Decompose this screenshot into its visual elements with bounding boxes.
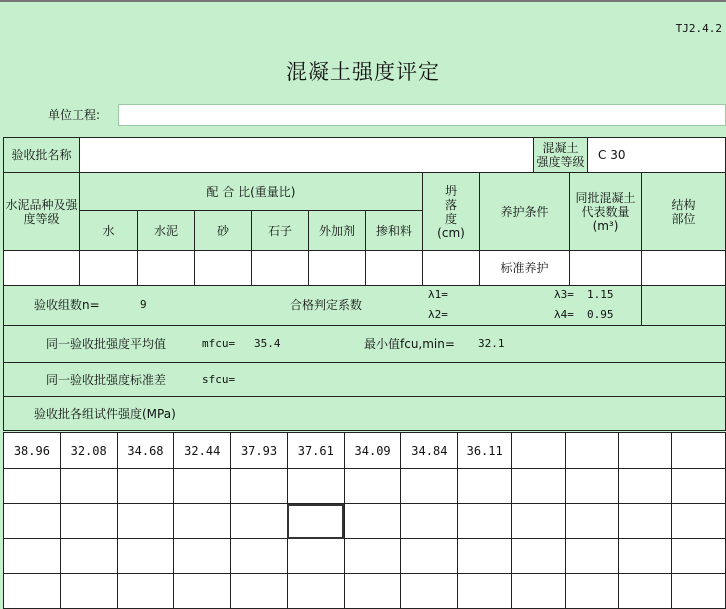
- strength-row: [4, 469, 726, 504]
- strength-cell[interactable]: [565, 504, 618, 539]
- mean-label: 同一验收批强度平均值: [46, 337, 167, 351]
- groups-value: 9: [140, 298, 147, 311]
- mix-cement-cell[interactable]: [138, 251, 195, 286]
- batch-name-field[interactable]: [80, 138, 534, 173]
- strength-cell[interactable]: [565, 469, 618, 504]
- strength-cell[interactable]: [174, 574, 231, 609]
- strength-cell[interactable]: [618, 433, 671, 469]
- top-border: [0, 0, 726, 2]
- mix-sand-cell[interactable]: [195, 251, 252, 286]
- strength-cell[interactable]: [401, 539, 458, 574]
- lambda3-value: 1.15: [587, 288, 614, 301]
- grade-field[interactable]: C 30: [588, 138, 726, 173]
- strength-cell[interactable]: 37.61: [287, 433, 344, 469]
- strength-cell[interactable]: [458, 539, 512, 574]
- strength-cell[interactable]: [231, 574, 288, 609]
- strength-cell[interactable]: [672, 433, 726, 469]
- mfcu-label: mfcu=: [202, 337, 236, 350]
- strength-cell[interactable]: 37.93: [231, 433, 288, 469]
- strength-cell[interactable]: [344, 504, 401, 539]
- strength-row: [4, 504, 726, 539]
- strength-cell[interactable]: [458, 574, 512, 609]
- std-row: [4, 363, 726, 397]
- strength-cell[interactable]: 34.84: [401, 433, 458, 469]
- volume-header: 同批混凝土 代表数量 (m³): [570, 173, 642, 251]
- strength-cell[interactable]: [618, 539, 671, 574]
- curing-cell[interactable]: 标准养护: [480, 251, 570, 286]
- structure-header: 结构部位: [642, 173, 726, 251]
- slump-header: 坍落度 (cm): [423, 173, 480, 251]
- strength-cell[interactable]: [618, 469, 671, 504]
- strength-cell[interactable]: [231, 539, 288, 574]
- strength-cell[interactable]: [60, 504, 117, 539]
- mix-col-water: 水: [80, 211, 138, 251]
- unit-project-label: 单位工程:: [48, 108, 101, 122]
- batch-name-label: 验收批名称: [4, 138, 80, 173]
- strength-cell[interactable]: [60, 469, 117, 504]
- strength-cell[interactable]: 32.44: [174, 433, 231, 469]
- mix-col-sand: 砂: [195, 211, 252, 251]
- strength-cell[interactable]: [672, 539, 726, 574]
- cement-type-header: 水泥品种及强度等级: [4, 173, 80, 251]
- mix-col-stone: 石子: [252, 211, 309, 251]
- unit-project-field[interactable]: [118, 104, 726, 126]
- strength-cell[interactable]: [4, 574, 61, 609]
- strength-title: 验收批各组试件强度(MPa): [4, 397, 726, 431]
- document-code: TJ2.4.2: [675, 22, 722, 35]
- strength-cell[interactable]: [344, 574, 401, 609]
- mix-admixture-cell[interactable]: [309, 251, 366, 286]
- structure-cell[interactable]: [642, 251, 726, 286]
- strength-cell[interactable]: [618, 574, 671, 609]
- strength-cell[interactable]: 34.09: [344, 433, 401, 469]
- mix-col-cement: 水泥: [138, 211, 195, 251]
- strength-cell[interactable]: [287, 469, 344, 504]
- strength-cell[interactable]: [401, 574, 458, 609]
- strength-cell[interactable]: [231, 504, 288, 539]
- coefficients-extra: [642, 286, 726, 326]
- lambda4-label: λ4=: [554, 308, 574, 321]
- coefficients-row: [4, 286, 642, 326]
- strength-cell[interactable]: [117, 469, 174, 504]
- strength-cell[interactable]: [458, 504, 512, 539]
- strength-cell[interactable]: [401, 469, 458, 504]
- mix-water-cell[interactable]: [80, 251, 138, 286]
- strength-row: [4, 574, 726, 609]
- min-label: 最小值fcu,min=: [364, 337, 455, 351]
- strength-cell[interactable]: [672, 469, 726, 504]
- strength-cell[interactable]: 32.08: [60, 433, 117, 469]
- volume-cell[interactable]: [570, 251, 642, 286]
- mix-stone-cell[interactable]: [252, 251, 309, 286]
- mix-ratio-header: 配 合 比(重量比): [80, 173, 423, 211]
- strength-cell[interactable]: 36.11: [458, 433, 512, 469]
- min-value: 32.1: [478, 337, 505, 350]
- strength-cell[interactable]: [117, 504, 174, 539]
- sfcu-label: sfcu=: [202, 373, 236, 386]
- strength-cell[interactable]: [344, 539, 401, 574]
- strength-cell[interactable]: [287, 574, 344, 609]
- cement-type-cell[interactable]: [4, 251, 80, 286]
- mean-row: [4, 326, 726, 363]
- strength-cell[interactable]: 34.68: [117, 433, 174, 469]
- strength-cell[interactable]: [672, 504, 726, 539]
- coefficient-label: 合格判定系数: [290, 298, 363, 312]
- lambda4-value: 0.95: [587, 308, 614, 321]
- mix-addition-cell[interactable]: [366, 251, 423, 286]
- lambda2-label: λ2=: [428, 308, 448, 321]
- strength-cell[interactable]: [565, 433, 618, 469]
- lambda1-label: λ1=: [428, 288, 448, 301]
- strength-cell[interactable]: [565, 574, 618, 609]
- mix-col-addition: 掺和料: [366, 211, 423, 251]
- strength-cell[interactable]: [512, 504, 565, 539]
- strength-cell[interactable]: [512, 539, 565, 574]
- strength-cell[interactable]: [117, 574, 174, 609]
- strength-cell[interactable]: [4, 504, 61, 539]
- strength-cell[interactable]: [672, 574, 726, 609]
- evaluation-table: [3, 137, 726, 431]
- std-label: 同一验收批强度标准差: [46, 373, 167, 387]
- strength-cell[interactable]: [618, 504, 671, 539]
- strength-cell[interactable]: [287, 539, 344, 574]
- strength-values-grid: [3, 432, 726, 609]
- strength-cell[interactable]: [565, 539, 618, 574]
- strength-cell[interactable]: [4, 469, 61, 504]
- strength-row: [4, 539, 726, 574]
- groups-label: 验收组数n=: [34, 298, 100, 312]
- strength-cell[interactable]: [401, 504, 458, 539]
- strength-cell[interactable]: [4, 539, 61, 574]
- strength-cell[interactable]: [512, 469, 565, 504]
- strength-cell[interactable]: [458, 469, 512, 504]
- curing-header: 养护条件: [480, 173, 570, 251]
- strength-cell[interactable]: [174, 539, 231, 574]
- lambda3-label: λ3=: [554, 288, 574, 301]
- strength-cell[interactable]: [344, 469, 401, 504]
- strength-cell[interactable]: [60, 539, 117, 574]
- grade-label: 混凝土 强度等级: [534, 138, 588, 173]
- strength-cell[interactable]: [287, 504, 344, 539]
- strength-cell[interactable]: [512, 433, 565, 469]
- strength-cell[interactable]: [174, 469, 231, 504]
- strength-cell[interactable]: [231, 469, 288, 504]
- strength-cell[interactable]: [117, 539, 174, 574]
- mix-col-admixture: 外加剂: [309, 211, 366, 251]
- strength-cell[interactable]: 38.96: [4, 433, 61, 469]
- strength-cell[interactable]: [174, 504, 231, 539]
- slump-cell[interactable]: [423, 251, 480, 286]
- mfcu-value: 35.4: [254, 337, 281, 350]
- strength-row: [4, 433, 726, 469]
- page-title: 混凝土强度评定: [286, 60, 440, 84]
- strength-cell[interactable]: [60, 574, 117, 609]
- strength-cell[interactable]: [512, 574, 565, 609]
